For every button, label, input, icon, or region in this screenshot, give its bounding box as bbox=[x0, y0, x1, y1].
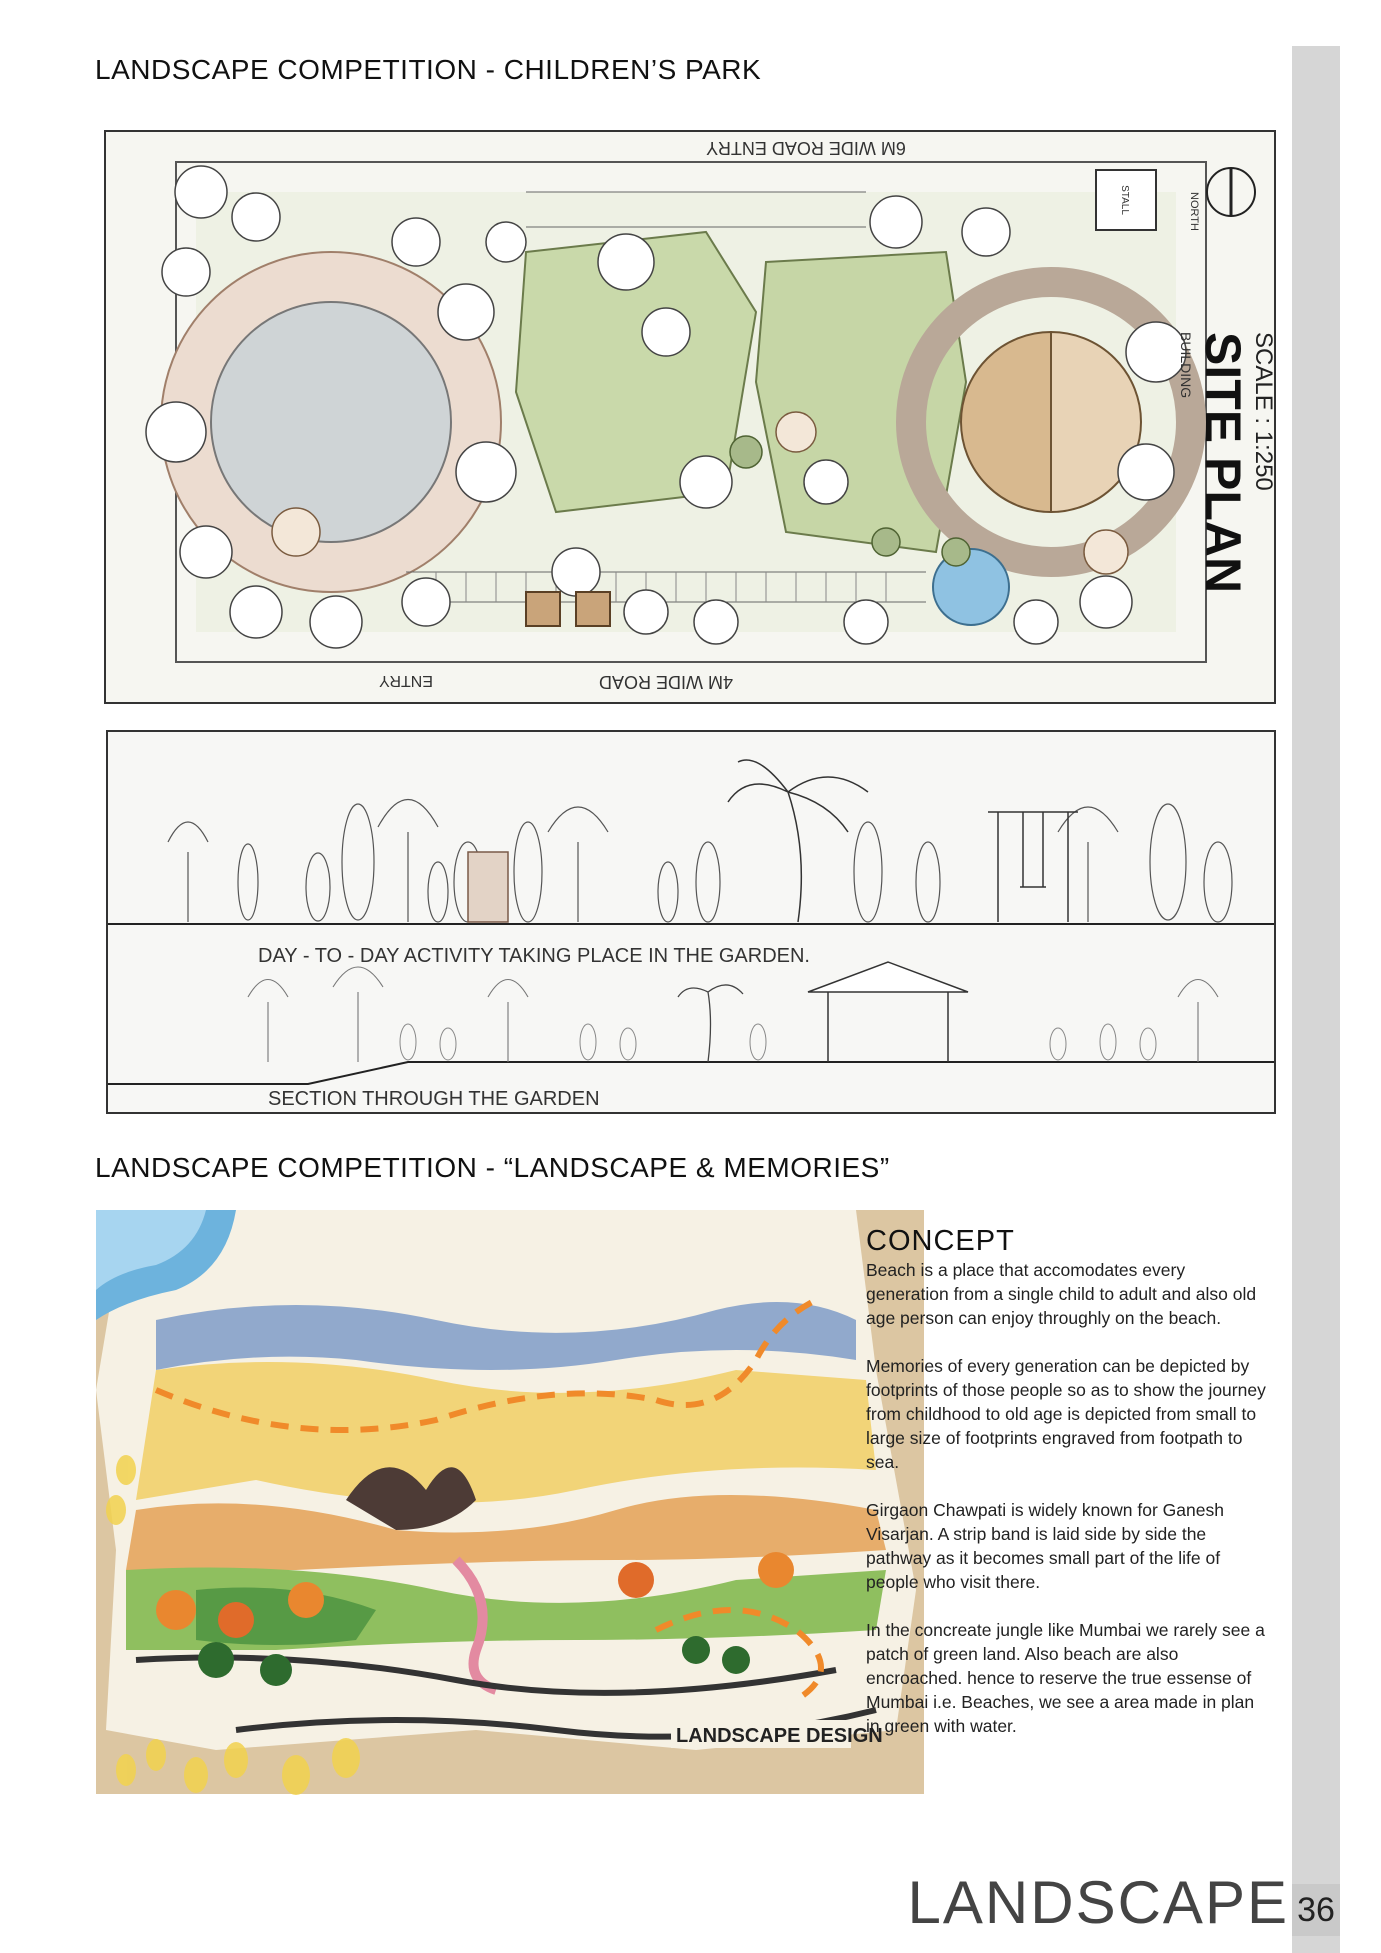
concept-block bbox=[866, 1225, 1266, 1762]
page-number: 36 bbox=[1292, 1884, 1340, 1936]
site-plan-svg bbox=[106, 132, 1277, 702]
landscape-memories-drawing bbox=[96, 1210, 924, 1794]
footer-section-word: LANDSCAPE bbox=[907, 1869, 1289, 1936]
section-svg bbox=[108, 732, 1274, 1112]
section-elevation-drawing bbox=[106, 730, 1276, 1114]
section-caption-activity: DAY - TO - DAY ACTIVITY TAKING PLACE IN THE GARDEN. bbox=[258, 945, 810, 967]
concept-paragraph-2: Memories of every generation can be depicted by footprints of those people so as to show the journey from childhood to old age is depicted from small to large size of footprints engraved from footpath to sea. bbox=[866, 1356, 1266, 1472]
north-label: NORTH bbox=[1188, 192, 1200, 231]
memories-svg bbox=[96, 1210, 924, 1794]
site-plan-drawing bbox=[104, 130, 1276, 704]
building-label: BUILDING bbox=[1178, 332, 1194, 399]
concept-heading: CONCEPT bbox=[866, 1225, 1015, 1257]
section-title-landscape-memories: LANDSCAPE COMPETITION - “LANDSCAPE & MEMORIES” bbox=[95, 1152, 890, 1183]
site-plan-title: SITE PLAN bbox=[1195, 332, 1251, 594]
concept-paragraph-3: Girgaon Chawpati is widely known for Ganesh Visarjan. A strip band is laid side by side the pathway as it becomes small part of the life of people who visit there. bbox=[866, 1500, 1224, 1592]
concept-paragraph-4: In the concreate jungle like Mumbai we rarely see a patch of green land. Also beach are also encroached. hence to reserve the true essense of Mumbai i.e. Beaches, we see a area made in plan in green with water. bbox=[866, 1620, 1265, 1736]
section-title-childrens-park: LANDSCAPE COMPETITION - CHILDREN’S PARK bbox=[95, 54, 762, 85]
site-plan-scale: SCALE : 1:250 bbox=[1250, 332, 1277, 491]
concept-paragraph-1: Beach is a place that accomodates every generation from a single child to adult and also old age person can enjoy throughly on the beach. bbox=[866, 1260, 1257, 1328]
section-caption-garden: SECTION THROUGH THE GARDEN bbox=[268, 1088, 600, 1110]
top-road-label: 6M WIDE ROAD ENTRY bbox=[706, 138, 906, 158]
entry-label: ENTRY bbox=[379, 672, 433, 689]
sheet-stamp: LANDSCAPE DESIGN bbox=[676, 1725, 883, 1747]
bottom-road-label: 4M WIDE ROAD bbox=[598, 672, 734, 692]
stall-label: STALL bbox=[1119, 185, 1130, 215]
side-band bbox=[1292, 46, 1340, 1953]
